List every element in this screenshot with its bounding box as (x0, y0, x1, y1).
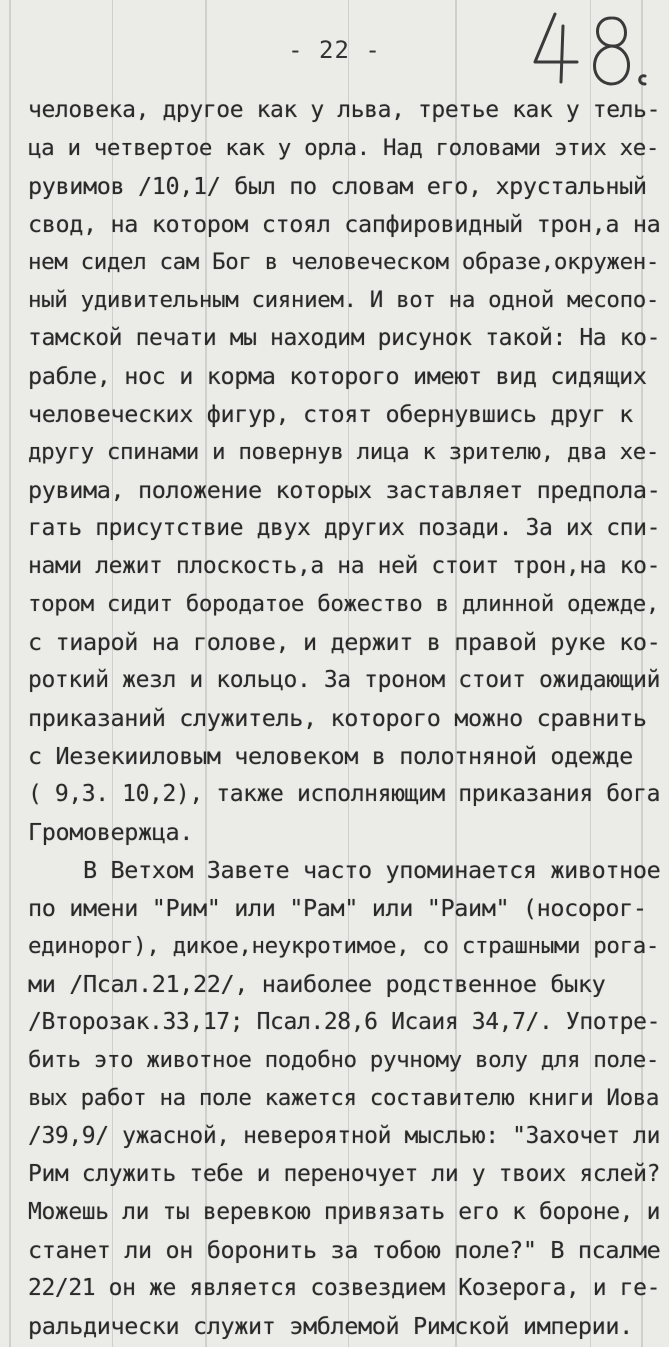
text-line: бить это животное подобно ручному волу для поле- (28, 1047, 660, 1073)
text-line: по имени "Рим" или "Рам" или "Раим" (носорог- (28, 894, 647, 922)
text-line: рувимов /10,1/ был по словам его, хрустальный (28, 172, 647, 200)
text-line: нем сидел сам Бог в человеческом образе,окружен- (28, 249, 660, 275)
text-line: ( 9,3. 10,2), также исполняющим приказания бога (28, 781, 661, 807)
text-line: рувима, положение которых заставляет предпола- (28, 476, 661, 504)
text-line: человеческих фигур, стоят обернувшись друг к (28, 400, 633, 428)
text-line: человека, другое как у льва, третье как у тель- (28, 97, 661, 123)
text-line: ца и четвертое как у орла. Над головами этих хе- (28, 135, 660, 161)
text-line: тамской печати мы находим рисунок такой: На ко- (28, 325, 661, 351)
text-line: нами лежит плоскость,а на ней стоит трон,на ко- (28, 553, 661, 579)
text-line: ральдически служит эмблемой Римской империи. (28, 1312, 633, 1340)
text-line: гать присутствие двух других позади. За их спи- (28, 515, 661, 541)
text-line: /39,9/ ужасной, невероятной мыслью: "Захочет ли (28, 1123, 661, 1149)
text-line: единорог), дикое,неукротимое, со страшными рога- (28, 933, 660, 959)
scan-streak (9, 0, 11, 1347)
text-line: Громовержца. (28, 818, 193, 846)
text-line: тором сидит бородатое божество в длинной одежде, (28, 591, 660, 617)
handwritten-page-mark (521, 4, 661, 96)
text-line: свод, на котором стоял сапфировидный трон,а на (28, 210, 661, 238)
text-line: /Второзак.33,17; Псал.28,6 Исаия 34,7/. Употре- (28, 1009, 661, 1035)
text-line: вых работ на поле кажется составителю книги Иова (28, 1085, 660, 1111)
text-line: ми /Псал.21,22/, наиболее родственное быку (28, 970, 606, 998)
text-line: 22/21 он же является созвездием Козерога, и ге- (28, 1275, 661, 1301)
text-line: с тиарой на голове, и держит в правой руке ко- (28, 628, 661, 656)
text-line: роткий жезл и кольцо. За троном стоит ожидающий (28, 667, 661, 693)
text-line: ный удивительным сиянием. И вот на одной месопо- (28, 287, 660, 313)
page-number: - 22 - (288, 36, 381, 64)
text-line: В Ветхом Завете часто упоминается животное (28, 856, 661, 884)
text-line: приказаний служитель, которого можно сравнить (28, 704, 647, 732)
text-line: Можешь ли ты веревкою привязать его к бороне, и (28, 1199, 661, 1225)
text-line: с Иезекииловым человеком в полотняной одежде (28, 742, 633, 770)
text-line: станет ли он боронить за тобою поле?" В псалме (28, 1236, 661, 1264)
text-line: Рим служить тебе и переночует ли у твоих яслей? (28, 1161, 661, 1187)
text-line: другу спинами и повернув лица к зрителю, два хе- (28, 439, 660, 465)
text-line: рабле, нос и корма которого имеют вид сидящих (28, 362, 647, 390)
